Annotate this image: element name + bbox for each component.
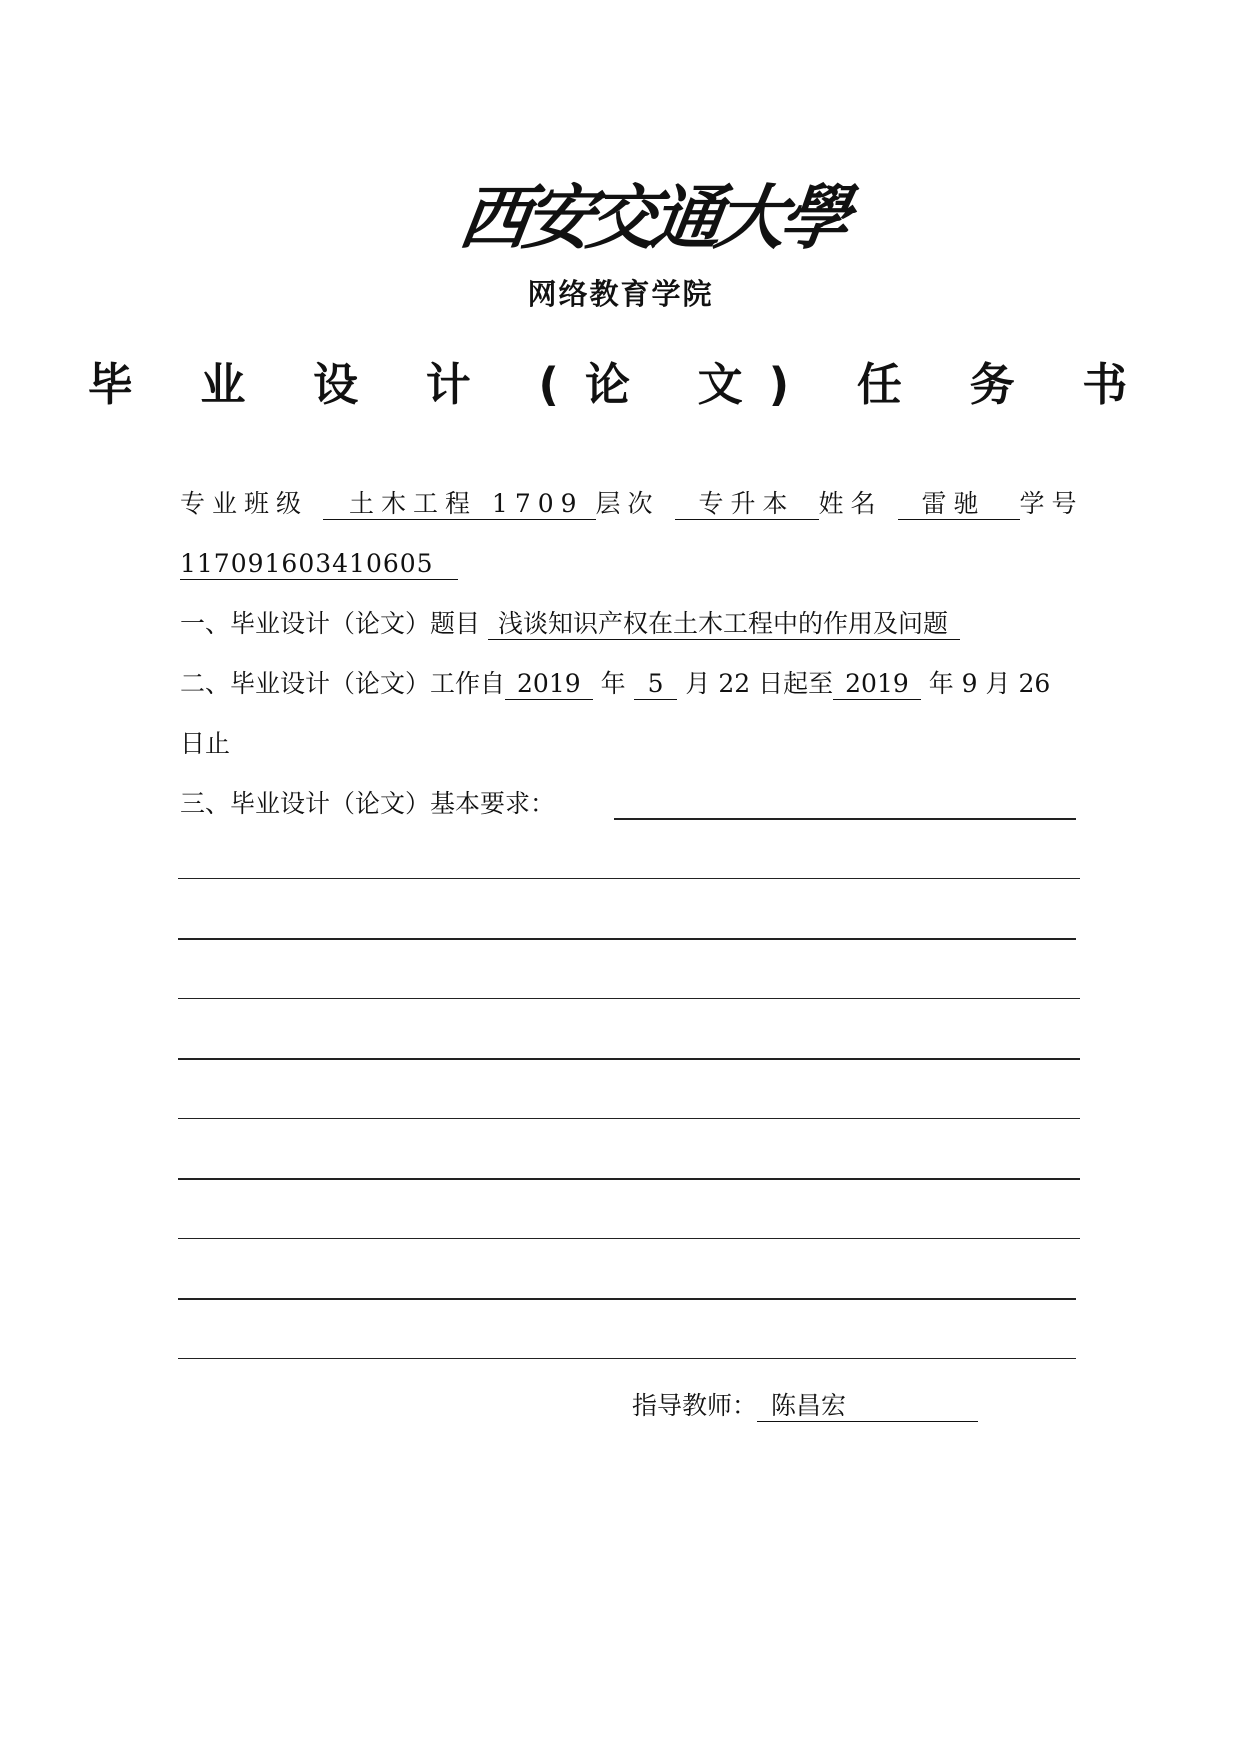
advisor-name: 陈昌宏: [757, 1391, 978, 1422]
requirements-rule: [178, 938, 1076, 940]
year-unit: 年: [600, 669, 626, 698]
requirements-label: 三、毕业设计（论文）基本要求：: [180, 789, 556, 818]
major-class-label: 专业班级: [180, 489, 309, 518]
topic-line: [180, 606, 960, 642]
start-year: 2019: [505, 669, 593, 700]
name-value: 雷驰: [898, 489, 1020, 520]
requirements-rule: [178, 1238, 1080, 1239]
requirements-first-rule: [614, 818, 1076, 820]
college-name: 网络教育学院: [527, 277, 714, 311]
topic-label: 一、毕业设计（论文）题目: [180, 609, 481, 638]
end-year: 2019: [833, 669, 921, 700]
advisor-label: 指导教师：: [632, 1391, 758, 1420]
end-text: 年 9 月 26: [928, 669, 1051, 698]
requirements-rule: [178, 1358, 1076, 1359]
period-end-line: [180, 726, 230, 762]
student-id-label: 学号: [1019, 489, 1084, 518]
university-logo: 西安交通大學: [454, 176, 850, 259]
requirements-rule: [178, 878, 1080, 879]
requirements-rule: [178, 1178, 1080, 1180]
start-text: 月 22 日起至: [685, 669, 834, 698]
requirements-rule: [178, 1298, 1076, 1300]
requirements-line: [180, 786, 555, 822]
advisor-line: [632, 1388, 978, 1424]
period-end-suffix: 日止: [180, 729, 231, 758]
requirements-rule: [178, 998, 1080, 999]
major-class-value: 土木工程 1709: [323, 489, 596, 520]
student-info-line: [180, 486, 1084, 522]
period-label: 二、毕业设计（论文）工作自: [180, 669, 506, 698]
name-label: 姓名: [818, 489, 883, 518]
level-label: 层次: [595, 489, 660, 518]
student-id-value: 117091603410605: [180, 549, 458, 580]
level-value: 专升本: [675, 489, 819, 520]
document-title: 毕 业 设 计 (论 文) 任 务 书: [87, 358, 1154, 411]
topic-value: 浅谈知识产权在土木工程中的作用及问题: [488, 609, 960, 640]
start-month: 5: [634, 669, 678, 700]
requirements-rule: [178, 1118, 1080, 1119]
period-line: [180, 666, 1050, 702]
student-id-line: [180, 546, 458, 582]
requirements-rule: [178, 1058, 1080, 1060]
